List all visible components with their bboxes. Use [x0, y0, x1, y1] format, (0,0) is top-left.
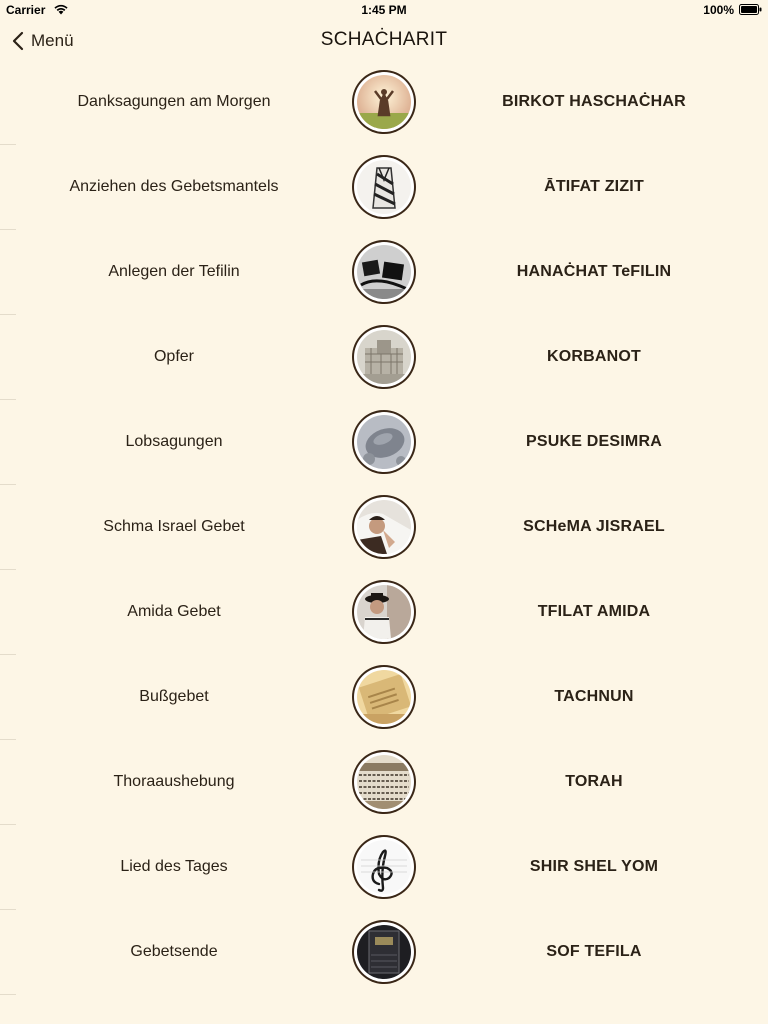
battery-percent: 100% — [703, 3, 734, 17]
torah-scroll-icon — [357, 755, 411, 809]
hebrew-label: ĀTIFAT ZIZIT — [544, 178, 644, 195]
siddur-icon — [357, 925, 411, 979]
prayer-list — [0, 60, 768, 995]
thumbnail — [352, 410, 416, 474]
temple-icon — [357, 330, 411, 384]
german-label: Thoraaushebung — [113, 773, 235, 790]
hebrew-label: PSUKE DESIMRA — [526, 433, 662, 450]
tefillin-icon — [357, 245, 411, 299]
thumbnail — [352, 325, 416, 389]
amida-icon — [357, 585, 411, 639]
thumbnail — [352, 580, 416, 644]
list-item-birkot-haschachar[interactable] — [0, 60, 768, 145]
german-label: Anziehen des Gebetsmantels — [69, 178, 279, 195]
prayer-book-icon — [357, 670, 411, 724]
hebrew-label: HANAĊHAT TeFILIN — [516, 263, 672, 280]
praying-man-icon — [357, 500, 411, 554]
thumbnail — [352, 835, 416, 899]
list-item-tachnun[interactable] — [0, 655, 768, 740]
hebrew-label: TFILAT AMIDA — [537, 603, 651, 620]
list-item-hanachat-tefilin[interactable] — [0, 230, 768, 315]
thumbnail — [352, 920, 416, 984]
thumbnail — [352, 155, 416, 219]
hebrew-label: TACHNUN — [554, 688, 634, 705]
carrier-label: Carrier — [6, 3, 46, 17]
list-item-tfilat-amida[interactable] — [0, 570, 768, 655]
list-item-sof-tefila[interactable] — [0, 910, 768, 995]
hebrew-label: SCHeMA JISRAEL — [523, 518, 665, 535]
german-label: Gebetsende — [130, 943, 218, 960]
clock: 1:45 PM — [361, 3, 407, 17]
hebrew-label: TORAH — [565, 773, 623, 790]
status-bar — [0, 0, 768, 20]
list-item-shir-shel-yom[interactable] — [0, 825, 768, 910]
thumbnail — [352, 70, 416, 134]
german-label: Lied des Tages — [120, 858, 228, 875]
list-item-psuke-desimra[interactable] — [0, 400, 768, 485]
thumbnail — [352, 495, 416, 559]
german-label: Opfer — [153, 348, 194, 365]
music-clef-icon — [357, 840, 411, 894]
sunrise-icon — [357, 75, 411, 129]
list-item-korbanot[interactable] — [0, 315, 768, 400]
german-label: Amida Gebet — [127, 603, 221, 620]
navigation-bar — [0, 20, 768, 64]
back-button-label: Menü — [31, 31, 74, 50]
hebrew-label: KORBANOT — [546, 348, 642, 365]
tallit-icon — [357, 160, 411, 214]
german-label: Lobsagungen — [125, 433, 223, 450]
german-label: Bußgebet — [139, 688, 209, 705]
hebrew-label: SOF TEFILA — [546, 943, 642, 960]
thumbnail — [352, 665, 416, 729]
german-label: Anlegen der Tefilin — [108, 263, 240, 280]
list-item-torah[interactable] — [0, 740, 768, 825]
hebrew-label: BIRKOT HASCHAĊHAR — [502, 93, 686, 110]
stone-icon — [357, 415, 411, 469]
hebrew-label: SHIR SHEL YOM — [529, 858, 659, 875]
list-item-atifat-zizit[interactable] — [0, 145, 768, 230]
page-title: SCHAĊHARIT — [320, 29, 448, 50]
german-label: Schma Israel Gebet — [103, 518, 245, 535]
battery-icon — [739, 4, 762, 15]
thumbnail — [352, 240, 416, 304]
list-item-schema-jisrael[interactable] — [0, 485, 768, 570]
german-label: Danksagungen am Morgen — [77, 93, 271, 110]
thumbnail — [352, 750, 416, 814]
